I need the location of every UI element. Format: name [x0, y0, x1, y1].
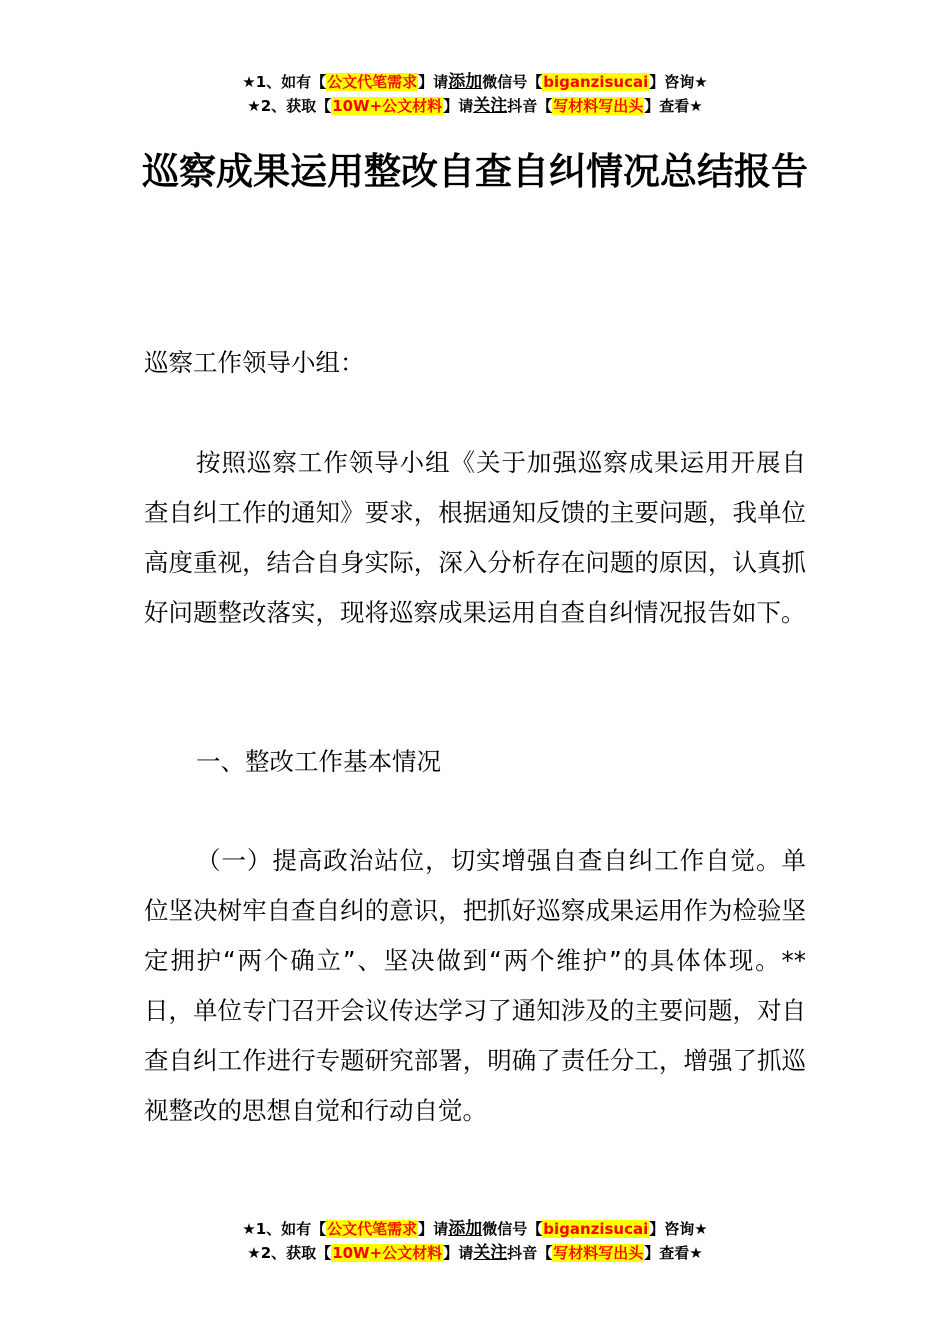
section-heading	[144, 737, 806, 787]
promo-line-1	[0, 70, 950, 94]
promo-highlight: 公文代笔需求	[327, 1220, 418, 1238]
promo-text: ★1、如有【	[242, 73, 327, 91]
promo-highlight: 10W+公文材料	[332, 1244, 443, 1262]
promo-highlight: biganzisucai	[543, 73, 649, 91]
promo-text: 抖音【	[507, 97, 553, 115]
promo-text: 微信号【	[482, 73, 543, 91]
promo-line-2	[0, 1241, 950, 1265]
promo-text: 】咨询★	[649, 73, 708, 91]
salutation-text: 巡察工作领导小组：	[144, 348, 365, 377]
document-title: 巡察成果运用整改自查自纠情况总结报告	[142, 150, 808, 193]
promo-text: 】请	[418, 1220, 449, 1238]
promo-text: 抖音【	[507, 1244, 553, 1262]
promo-text: 】咨询★	[649, 1220, 708, 1238]
promo-text: 】查看★	[644, 97, 703, 115]
promo-highlight: 写材料写出头	[553, 97, 644, 115]
promo-text: ★1、如有【	[242, 1220, 327, 1238]
promo-emphasis: 关注	[473, 1243, 508, 1263]
promo-text: 】请	[443, 1244, 474, 1262]
promo-highlight: 写材料写出头	[553, 1244, 644, 1262]
promo-banner-top	[0, 70, 950, 118]
promo-line-1	[0, 1217, 950, 1241]
promo-emphasis: 添加	[448, 1219, 483, 1239]
promo-emphasis: 添加	[448, 72, 483, 92]
section-heading-text: 一、整改工作基本情况	[196, 747, 441, 776]
promo-text: ★2、获取【	[247, 1244, 332, 1262]
promo-highlight: 10W+公文材料	[332, 97, 443, 115]
promo-text: ★2、获取【	[247, 97, 332, 115]
promo-emphasis: 关注	[473, 96, 508, 116]
salutation	[144, 338, 806, 388]
promo-text: 】查看★	[644, 1244, 703, 1262]
promo-text: 】请	[418, 73, 449, 91]
promo-highlight: 公文代笔需求	[327, 73, 418, 91]
intro-paragraph-text: 按照巡察工作领导小组《关于加强巡察成果运用开展自查自纠工作的通知》要求，根据通知反馈的主要问题，我单位高度重视，结合自身实际，深入分析存在问题的原因，认真抓好问题整改落实，现将巡察成果运用自查自纠情况报告如下。	[144, 448, 806, 627]
promo-line-2	[0, 94, 950, 118]
body-paragraph	[144, 836, 806, 1136]
body-paragraph-text: （一）提高政治站位，切实增强自查自纠工作自觉。单位坚决树牢自查自纠的意识，把抓好巡察成果运用作为检验坚定拥护“两个确立”、坚决做到“两个维护”的具体体现。**日，单位专门召开会议传达学习了通知涉及的主要问题，对自查自纠工作进行专题研究部署，明确了责任分工，增强了抓巡视整改的思想自觉和行动自觉。	[144, 846, 806, 1125]
intro-paragraph	[144, 438, 806, 638]
promo-text: 】请	[443, 97, 474, 115]
promo-highlight: biganzisucai	[543, 1220, 649, 1238]
promo-text: 微信号【	[482, 1220, 543, 1238]
promo-banner-bottom	[0, 1217, 950, 1265]
